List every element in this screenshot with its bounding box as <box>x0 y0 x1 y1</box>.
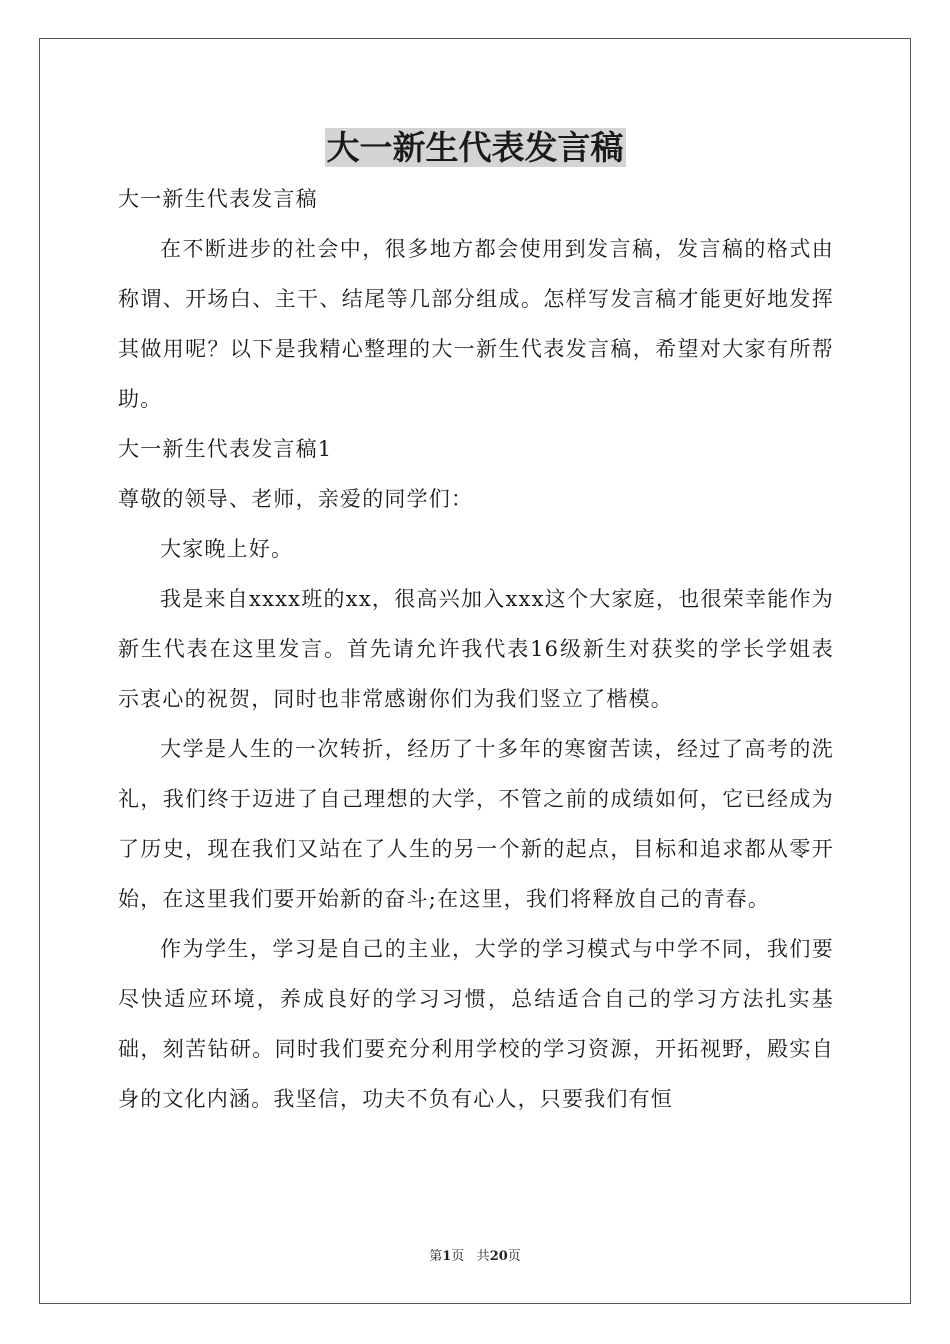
footer-total-prefix: 共 <box>476 1249 490 1264</box>
paragraph-heading: 大一新生代表发言稿 <box>118 187 318 211</box>
footer-page-number: 1 <box>442 1249 452 1264</box>
paragraph-study: 作为学生，学习是自己的主业，大学的学习模式与中学不同，我们要尽快适应环境，养成良好的学习习惯，总结适合自己的学习方法扎实基础，刻苦钻研。同时我们要充分利用学校的学习资源，开拓视野，殿实自身的文化内涵。我坚信，功夫不负有心人，只要我们有恒 <box>118 937 834 1111</box>
footer-page-suffix: 页 <box>451 1249 465 1264</box>
footer-total-pages: 20 <box>489 1249 508 1264</box>
salutation: 尊敬的领导、老师，亲爱的同学们： <box>118 487 474 511</box>
footer-total-suffix: 页 <box>507 1249 521 1264</box>
section-heading: 大一新生代表发言稿1 <box>118 437 333 461</box>
document-title-text: 大一新生代表发言稿 <box>326 128 624 167</box>
document-body <box>118 174 834 1124</box>
paragraph-turning-point: 大学是人生的一次转折，经历了十多年的寒窗苦读，经过了高考的洗礼，我们终于迈进了自己理想的大学，不管之前的成绩如何，它已经成为了历史，现在我们又站在了人生的另一个新的起点，目标和追求都从零开始，在这里我们要开始新的奋斗;在这里，我们将释放自己的青春。 <box>118 737 834 911</box>
paragraph-intro: 在不断进步的社会中，很多地方都会使用到发言稿，发言稿的格式由称谓、开场白、主干、结尾等几部分组成。怎样写发言稿才能更好地发挥其做用呢？以下是我精心整理的大一新生代表发言稿，希望对大家有所帮助。 <box>118 237 834 411</box>
document-title <box>0 124 950 172</box>
greeting: 大家晚上好。 <box>160 537 294 561</box>
page-footer <box>0 1248 950 1266</box>
paragraph-introduction-self: 我是来自xxxx班的xx，很高兴加入xxx这个大家庭，也很荣幸能作为新生代表在这里发言。首先请允许我代表16级新生对获奖的学长学姐表示衷心的祝贺，同时也非常感谢你们为我们竖立了楷模。 <box>118 587 834 711</box>
footer-prefix: 第 <box>429 1249 443 1264</box>
